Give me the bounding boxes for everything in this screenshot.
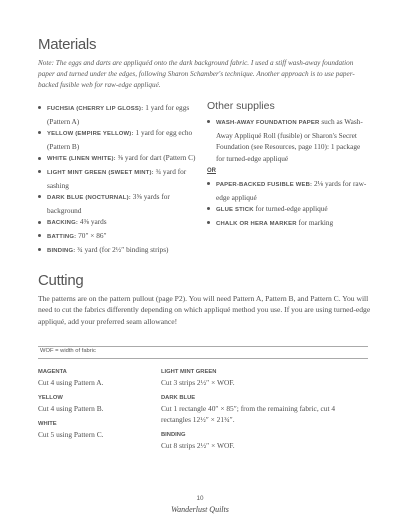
item-text: 1 yard for eggs (Pattern A) bbox=[47, 103, 190, 126]
cut-instruction: Cut 1 rectangle 40″ × 85″; from the remaining fabric, cut 4 rectangles 12½″ × 21¾″. bbox=[161, 404, 336, 424]
cutting-heading: Cutting bbox=[38, 272, 84, 289]
cutting-paragraph: The patterns are on the pattern pullout (page P2). You will need Pattern A, Pattern B, and Pattern C. You will need to cut the fabrics differently depending on which appliqué method you use. If you are using turned-edge appliqué, add your preferred seam allowance! bbox=[38, 294, 371, 326]
cut-instruction: Cut 5 using Pattern C. bbox=[38, 430, 104, 439]
item-text: for marking bbox=[298, 217, 334, 227]
cut-fabric-name: YELLOW bbox=[38, 395, 63, 401]
item-text: for turned-edge appliqué bbox=[255, 204, 328, 214]
list-item bbox=[207, 203, 367, 217]
item-label: YELLOW (EMPIRE YELLOW): bbox=[47, 131, 134, 138]
cut-fabric-name: MAGENTA bbox=[38, 369, 67, 375]
item-text: ¾ yard for sashing bbox=[47, 166, 187, 190]
wof-note: WOF = width of fabric bbox=[40, 348, 96, 354]
cut-instruction: Cut 4 using Pattern A. bbox=[38, 378, 104, 387]
item-text: 70″ × 86″ bbox=[78, 230, 107, 240]
item-label: FUCHSIA (CHERRY LIP GLOSS): bbox=[47, 106, 144, 112]
list-item bbox=[38, 230, 198, 244]
item-label: PAPER-BACKED FUSIBLE WEB: bbox=[216, 181, 313, 188]
list-item bbox=[207, 217, 367, 231]
item-text: ⅜ yard for dart (Pattern C) bbox=[117, 153, 196, 163]
item-text: 2⅛ yards for raw-edge appliqué bbox=[216, 178, 367, 202]
book-title: Wanderlust Quilts bbox=[171, 505, 229, 514]
list-item bbox=[207, 164, 367, 178]
list-item bbox=[38, 127, 198, 152]
list-item bbox=[207, 178, 367, 203]
item-text: such as Wash-Away Appliqué Roll (fusible) or Sharon's Secret Foundation (see Resources, page 110): 1 package for turned-edge appliqué bbox=[216, 117, 363, 163]
cut-block bbox=[161, 431, 361, 451]
item-label: GLUE STICK bbox=[216, 207, 254, 214]
list-item bbox=[38, 152, 198, 166]
other-supplies-heading: Other supplies bbox=[207, 100, 275, 112]
list-item bbox=[38, 166, 198, 191]
page-number: 10 bbox=[196, 495, 204, 502]
cut-block bbox=[161, 368, 361, 388]
item-label: BACKING: bbox=[47, 220, 79, 227]
or-separator: OR bbox=[207, 168, 216, 175]
item-label: CHALK OR HERA MARKER bbox=[216, 220, 297, 227]
item-text: 4⅜ yards bbox=[79, 217, 107, 227]
list-item bbox=[38, 191, 198, 216]
item-text: ¾ yard (for 2½″ binding strips) bbox=[77, 244, 169, 254]
supplies-list bbox=[207, 116, 367, 230]
item-label: DARK BLUE (NOCTURNAL): bbox=[47, 195, 131, 202]
cut-instruction: Cut 8 strips 2½″ × WOF. bbox=[161, 441, 235, 450]
cut-fabric-name: DARK BLUE bbox=[161, 395, 196, 401]
wof-note-box bbox=[38, 346, 368, 359]
item-label: BINDING: bbox=[47, 247, 76, 254]
cutting-right-column bbox=[161, 368, 361, 457]
item-text: 3⅝ yards for background bbox=[47, 192, 170, 215]
list-item bbox=[38, 216, 198, 230]
list-item bbox=[38, 102, 198, 127]
item-label: WHITE (LINEN WHITE): bbox=[47, 156, 116, 163]
cut-fabric-name: BINDING bbox=[161, 432, 186, 438]
item-text: 1 yard for egg echo (Pattern B) bbox=[47, 128, 193, 151]
materials-note: Note: The eggs and darts are appliquéd onto the dark background fabric. I used a stiff wash-away foundation paper and turned under the edges, following Sharon Schamber's technique. Another approach is to use paper-backed fusible web for raw-edge appliqué. bbox=[38, 59, 355, 90]
item-label: BATTING: bbox=[47, 233, 77, 240]
cut-block bbox=[161, 394, 361, 425]
list-item bbox=[207, 116, 367, 164]
item-label: LIGHT MINT GREEN (SWEET MINT): bbox=[47, 169, 154, 176]
materials-heading: Materials bbox=[38, 36, 97, 53]
materials-list bbox=[38, 102, 198, 257]
list-item bbox=[38, 244, 198, 258]
cut-fabric-name: WHITE bbox=[38, 421, 57, 427]
cut-instruction: Cut 3 strips 2½″ × WOF. bbox=[161, 378, 235, 387]
cut-instruction: Cut 4 using Pattern B. bbox=[38, 404, 104, 413]
item-label: WASH-AWAY FOUNDATION PAPER bbox=[216, 120, 320, 126]
cut-fabric-name: LIGHT MINT GREEN bbox=[161, 369, 217, 375]
